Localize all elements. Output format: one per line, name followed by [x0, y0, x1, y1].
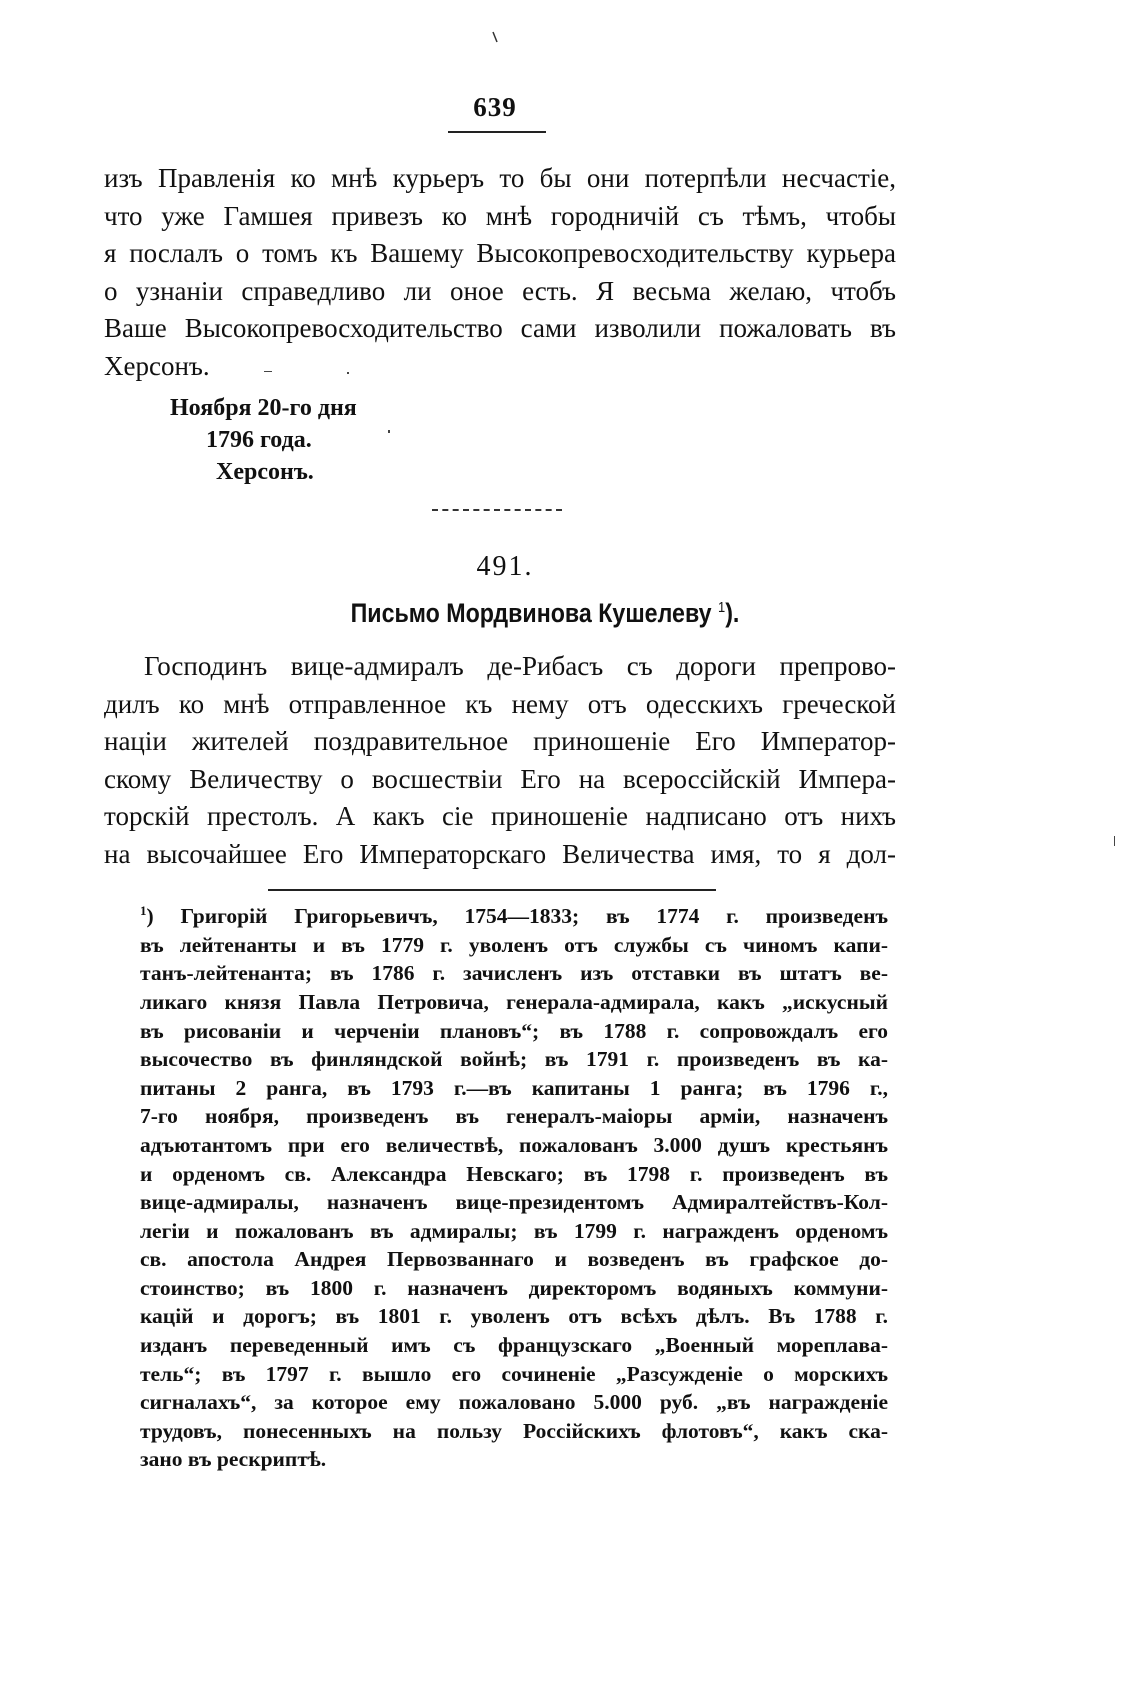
page-number: 639	[473, 92, 517, 122]
document-body-paragraph	[104, 648, 896, 873]
text-line: Херсонъ.	[104, 350, 210, 381]
footnote-line	[140, 897, 888, 931]
letter-signature-block	[170, 392, 357, 488]
document-number: 491.	[476, 551, 534, 582]
footnote-line: стоинство; въ 1800 г. назначенъ директоромъ водяныхъ коммуни-	[140, 1275, 888, 1300]
scan-mark-icon	[492, 31, 498, 43]
document-title-text: Письмо Мордвинова Кушелеву	[350, 598, 712, 628]
footnote-line: легіи и пожалованъ въ адмиралы; въ 1799 г. награжденъ орденомъ	[140, 1218, 888, 1243]
footnote-line: танъ-лейтенанта; въ 1786 г. зачисленъ изъ отставки въ штатъ ве-	[140, 961, 888, 986]
footnote-line: и орденомъ св. Александра Невскаго; въ 1798 г. произведенъ въ	[140, 1161, 888, 1186]
footnote-line: 7-го ноября, произведенъ въ генералъ-маіоры арміи, назначенъ	[140, 1104, 888, 1129]
scan-speck	[388, 430, 390, 433]
footnote-line-text: Григорій Григорьевичъ, 1754—1833; въ 1774 г. произведенъ	[180, 904, 889, 929]
footnote-line: сигналахъ“, за которое ему пожаловано 5.000 руб. „въ награжденіе	[140, 1390, 888, 1415]
text-line: изъ Правленія ко мнѣ курьеръ то бы они потерпѣли несчастіе,	[104, 163, 896, 193]
document-title	[248, 598, 841, 629]
footnote-line: адъютантомъ при его величествѣ, пожалованъ 3.000 душъ крестьянъ	[140, 1132, 888, 1157]
scan-speck	[1114, 836, 1115, 846]
text-line: на высочайшее Его Императорскаго Величества имя, то я дол-	[104, 838, 896, 869]
footnote-line: высочество въ финляндской войнѣ; въ 1791 г. произведенъ въ ка-	[140, 1047, 888, 1072]
footnote-line: зано въ рескриптѣ.	[140, 1447, 327, 1472]
footnote-reference: 1	[718, 599, 726, 616]
text-line: торскій престолъ. А какъ сіе приношеніе надписано отъ нихъ	[104, 801, 896, 831]
signature-year: 1796 года.	[206, 427, 312, 453]
footnote-line: трудовъ, понесенныхъ на пользу Россійскихъ флотовъ“, какъ ска-	[140, 1418, 888, 1443]
footnote-line: ликаго князя Павла Петровича, генерала-адмирала, какъ „искусный	[140, 989, 888, 1014]
footnote-marker-suffix: )	[146, 904, 154, 929]
text-line: о узнаніи справедливо ли оное есть. Я весьма желаю, чтобъ	[104, 275, 896, 306]
signature-date: Ноября 20-го дня	[170, 395, 357, 421]
footnote-line: питаны 2 ранга, въ 1793 г.—въ капитаны 1 ранга; въ 1796 г.,	[140, 1075, 888, 1100]
text-line: Ваше Высокопревосходительство сами изволили пожаловать въ	[104, 313, 896, 343]
top-scan-mark	[492, 30, 498, 42]
footnote-line: вице-адмиралы, назначенъ вице-президентомъ Адмиралтействъ-Кол-	[140, 1190, 888, 1215]
footnote-line: въ рисованіи и черченіи плановъ“; въ 1788 г. сопровождалъ его	[140, 1018, 888, 1043]
header-rule	[448, 131, 546, 133]
text-line: скому Величеству о восшествіи Его на всероссійскій Импера-	[104, 763, 896, 794]
footnote-line: св. апостола Андрея Первозваннаго и возведенъ въ графское до-	[140, 1247, 888, 1272]
text-line: Господинъ вице-адмиралъ де-Рибасъ съ дороги препрово-	[144, 651, 896, 681]
footnote-line: тель“; въ 1797 г. вышло его сочиненіе „Разсужденіе о морскихъ	[140, 1361, 888, 1386]
scan-speck	[264, 371, 272, 372]
scan-speck	[347, 372, 349, 374]
footnote-rule	[268, 889, 716, 891]
section-separator	[432, 509, 562, 511]
footnote-line: кацій и дорогъ; въ 1801 г. уволенъ отъ всѣхъ дѣлъ. Въ 1788 г.	[140, 1304, 888, 1329]
footnote-marker: 1	[140, 903, 147, 918]
title-suffix: ).	[725, 598, 740, 628]
letter-continuation-paragraph	[104, 160, 896, 385]
text-line: націи жителей поздравительное приношеніе Его Император-	[104, 726, 896, 756]
footnote-line: изданъ переведенный имъ съ французскаго „Военный мореплава-	[140, 1333, 888, 1358]
text-line: что уже Гамшея привезъ ко мнѣ городничій съ тѣмъ, чтобы	[104, 200, 896, 231]
signature-place: Херсонъ.	[216, 459, 314, 485]
footnote-line: въ лейтенанты и въ 1779 г. уволенъ отъ службы съ чиномъ капи-	[140, 932, 888, 957]
text-line: дилъ ко мнѣ отправленное къ нему отъ одесскихъ греческой	[104, 688, 896, 719]
footnote	[140, 897, 888, 1474]
text-line: я послалъ о томъ къ Вашему Высокопревосходительству курьера	[104, 238, 896, 268]
